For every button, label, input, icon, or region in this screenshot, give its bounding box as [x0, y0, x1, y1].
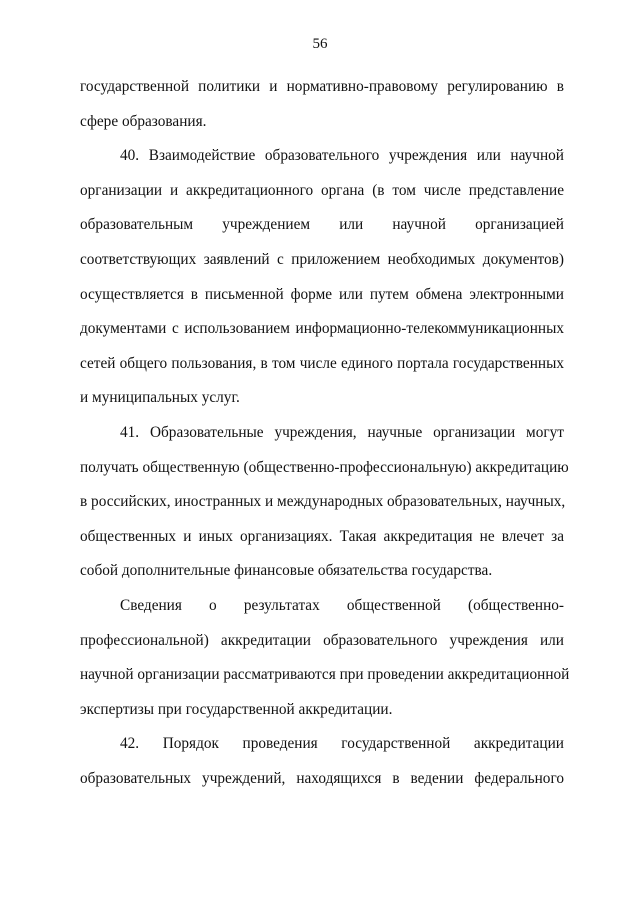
text-line: образовательным учреждением или научной организацией	[80, 216, 564, 234]
document-body	[80, 75, 570, 801]
text-line: собой дополнительные финансовые обязательства государства.	[80, 562, 493, 580]
text-line: сфере образования.	[80, 112, 207, 130]
page-number: 56	[312, 36, 328, 52]
text-line: 41. Образовательные учреждения, научные организации могут	[120, 423, 564, 441]
text-line: организации и аккредитационного органа (в том числе представление	[80, 181, 564, 199]
text-line: получать общественную (общественно-профессиональную) аккредитацию	[80, 458, 569, 476]
text-line: и муниципальных услуг.	[80, 389, 240, 407]
text-line: научной организации рассматриваются при проведении аккредитационной	[80, 666, 570, 684]
text-line: государственной политики и нормативно-правовому регулированию в	[80, 78, 564, 95]
text-line: соответствующих заявлений с приложением необходимых документов)	[80, 250, 564, 268]
text-line: в российских, иностранных и международных образовательных, научных,	[80, 493, 566, 511]
text-line: Сведения о результатах общественной (общественно-	[120, 596, 564, 614]
text-line: экспертизы при государственной аккредитации.	[80, 700, 393, 718]
text-line: образовательных учреждений, находящихся в ведении федерального	[80, 769, 564, 787]
text-line: осуществляется в письменной форме или путем обмена электронными	[80, 285, 564, 303]
text-line: общественных и иных организациях. Такая аккредитация не влечет за	[80, 527, 564, 545]
text-line: документами с использованием информационно-телекоммуникационных	[80, 320, 564, 338]
text-line: профессиональной) аккредитации образовательного учреждения или	[80, 631, 564, 649]
text-line: сетей общего пользования, в том числе единого портала государственных	[80, 354, 564, 372]
text-line: 42. Порядок проведения государственной аккредитации	[120, 735, 564, 753]
text-line: 40. Взаимодействие образовательного учреждения или научной	[120, 147, 564, 165]
